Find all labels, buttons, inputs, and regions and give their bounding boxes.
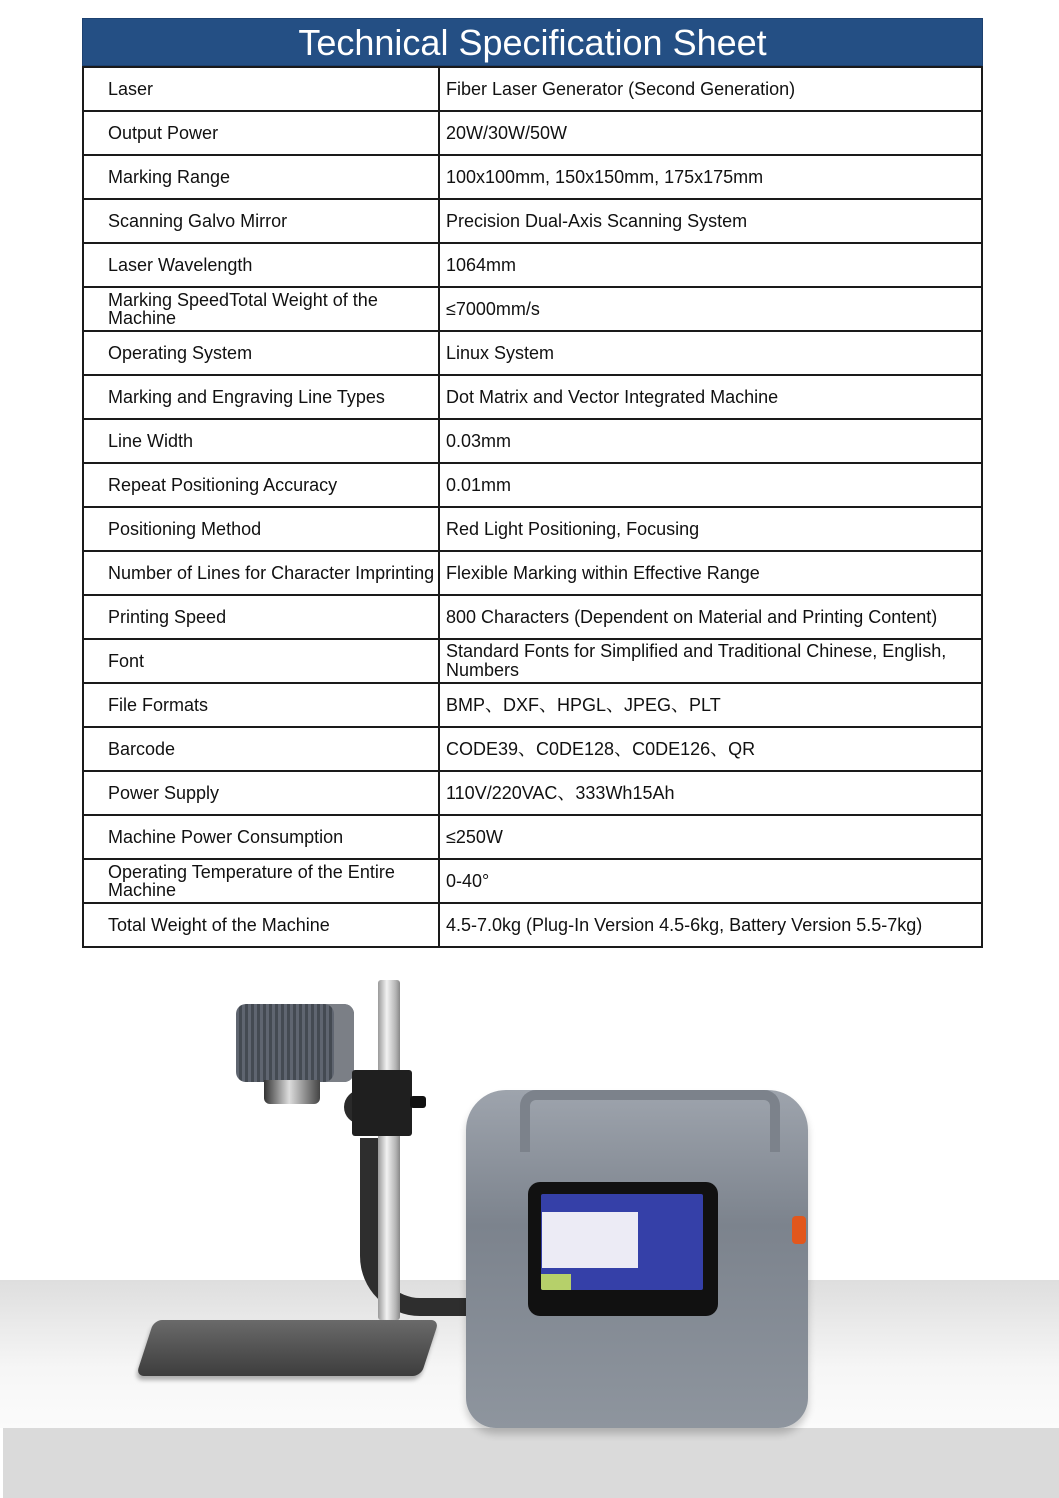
spec-value: Dot Matrix and Vector Integrated Machine [439, 375, 982, 419]
spec-value: CODE39、C0DE128、C0DE126、QR [439, 727, 982, 771]
spec-row [83, 859, 982, 903]
spec-value: ≤7000mm/s [439, 287, 982, 331]
spec-key: Output Power [83, 111, 439, 155]
spec-row [83, 815, 982, 859]
spec-key: Operating Temperature of the Entire Machine [83, 859, 439, 903]
spec-value: Precision Dual-Axis Scanning System [439, 199, 982, 243]
spec-row [83, 771, 982, 815]
spec-row [83, 551, 982, 595]
spec-key: Positioning Method [83, 507, 439, 551]
spec-value: 0-40° [439, 859, 982, 903]
spec-key: Marking SpeedTotal Weight of the Machine [83, 287, 439, 331]
spec-value: Standard Fonts for Simplified and Traditional Chinese, English, Numbers [439, 639, 982, 683]
screen-green-button [541, 1274, 571, 1290]
spec-row [83, 155, 982, 199]
spec-key: Machine Power Consumption [83, 815, 439, 859]
spec-key: Number of Lines for Character Imprinting [83, 551, 439, 595]
spec-row [83, 111, 982, 155]
spec-value: BMP、DXF、HPGL、JPEG、PLT [439, 683, 982, 727]
spec-key: Line Width [83, 419, 439, 463]
spec-row [83, 903, 982, 947]
spec-key: Printing Speed [83, 595, 439, 639]
spec-value: 0.01mm [439, 463, 982, 507]
lock-screw-icon [410, 1096, 426, 1108]
spec-row [83, 67, 982, 111]
spec-key: Barcode [83, 727, 439, 771]
spec-value: Flexible Marking within Effective Range [439, 551, 982, 595]
spec-key: File Formats [83, 683, 439, 727]
galvo-head [236, 1004, 354, 1082]
spec-row [83, 375, 982, 419]
spec-key: Power Supply [83, 771, 439, 815]
sheet-title: Technical Specification Sheet [82, 18, 983, 66]
spec-key: Repeat Positioning Accuracy [83, 463, 439, 507]
carry-handle [520, 1090, 780, 1152]
spec-key: Marking and Engraving Line Types [83, 375, 439, 419]
screen-canvas [542, 1212, 638, 1268]
spec-row [83, 727, 982, 771]
spec-value: Fiber Laser Generator (Second Generation) [439, 67, 982, 111]
spec-value: ≤250W [439, 815, 982, 859]
stand-base [136, 1320, 439, 1376]
spec-value: 0.03mm [439, 419, 982, 463]
spec-row [83, 595, 982, 639]
footer-band [3, 1428, 1059, 1498]
spec-row [83, 507, 982, 551]
spec-key: Laser Wavelength [83, 243, 439, 287]
touchscreen-display [541, 1194, 703, 1290]
spec-value: 20W/30W/50W [439, 111, 982, 155]
spec-row [83, 199, 982, 243]
spec-value: 1064mm [439, 243, 982, 287]
spec-row [83, 683, 982, 727]
spec-key: Scanning Galvo Mirror [83, 199, 439, 243]
stand-pole [378, 980, 400, 1320]
spec-value: Linux System [439, 331, 982, 375]
spec-value: 800 Characters (Dependent on Material and Printing Content) [439, 595, 982, 639]
product-photo [0, 998, 1059, 1498]
spec-value: 4.5-7.0kg (Plug-In Version 4.5-6kg, Battery Version 5.5-7kg) [439, 903, 982, 947]
spec-row [83, 639, 982, 683]
spec-key: Marking Range [83, 155, 439, 199]
spec-key: Total Weight of the Machine [83, 903, 439, 947]
spec-value: 100x100mm, 150x150mm, 175x175mm [439, 155, 982, 199]
spec-value: Red Light Positioning, Focusing [439, 507, 982, 551]
red-power-button [792, 1216, 806, 1244]
spec-value: 110V/220VAC、333Wh15Ah [439, 771, 982, 815]
spec-key: Operating System [83, 331, 439, 375]
stand-clamp [352, 1070, 412, 1136]
spec-key: Font [83, 639, 439, 683]
field-lens [264, 1080, 320, 1104]
spec-table [82, 66, 983, 948]
spec-row [83, 331, 982, 375]
spec-key: Laser [83, 67, 439, 111]
spec-row [83, 287, 982, 331]
spec-sheet [82, 18, 983, 948]
spec-row [83, 419, 982, 463]
spec-row [83, 243, 982, 287]
spec-row [83, 463, 982, 507]
